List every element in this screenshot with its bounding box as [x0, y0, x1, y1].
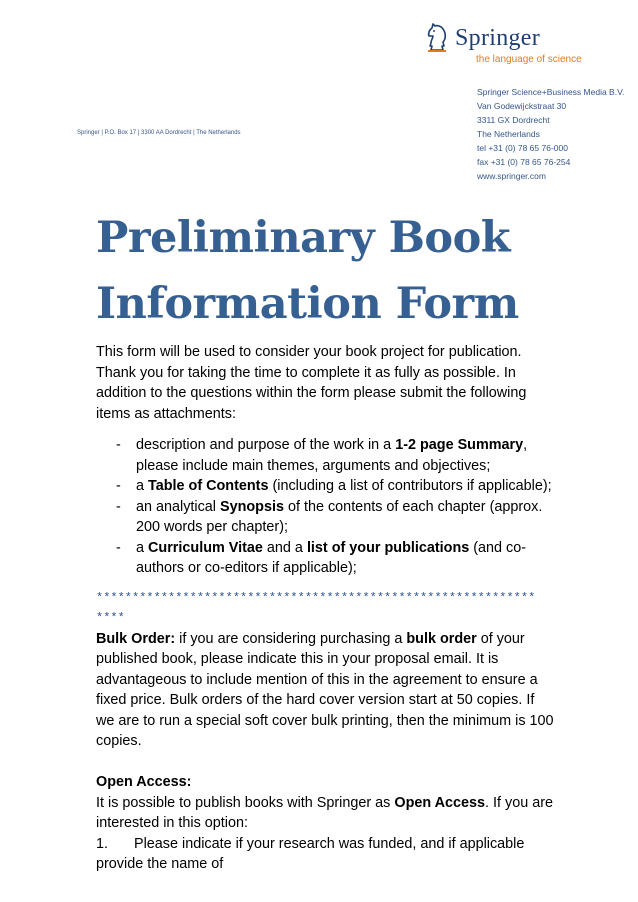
list-item-text: (and co-authors or co-editors if applicable);	[136, 539, 527, 576]
list-item-text: and a	[262, 539, 307, 556]
list-item-bold: Table of Contents	[148, 478, 269, 494]
logo-tagline: the language of science	[476, 54, 582, 65]
bulk-order-text: if you are considering purchasing a	[175, 630, 407, 647]
address-line: 3311 GX Dordrecht	[477, 115, 550, 125]
attachments-list	[96, 435, 556, 579]
list-item-text: (including a list of contributors if applicable);	[268, 478, 552, 494]
logo-name: Springer	[455, 25, 541, 51]
address-website: www.springer.com	[477, 171, 546, 181]
page-title	[96, 205, 519, 337]
open-access-heading: Open Access:	[96, 774, 192, 790]
open-access-text: It is possible to publish books with Springer as	[96, 794, 395, 811]
address-fax: fax +31 (0) 78 65 76-254	[477, 157, 571, 167]
open-access-bold: Open Access	[394, 794, 486, 811]
intro-paragraph: This form will be used to consider your book project for publication. Thank you for taking the time to complete it as fully as possible. In addition to the questions within the form please submit the following items as attachments:	[96, 344, 527, 422]
bulk-order-bold: bulk order	[406, 630, 477, 647]
list-item-bold: list of your publications	[306, 539, 470, 556]
sender-address-line: Springer | P.O. Box 17 | 3300 AA Dordrecht | The Netherlands	[77, 130, 241, 136]
list-item-text: of the contents of each chapter (approx. 200 words per chapter);	[136, 498, 543, 535]
list-dash: -	[116, 539, 121, 556]
address-line: Springer Science+Business Media B.V.	[477, 87, 625, 97]
chess-knight-icon	[425, 22, 449, 52]
address-line: The Netherlands	[477, 129, 540, 139]
numbered-item	[96, 834, 556, 875]
address-phone: tel +31 (0) 78 65 76-000	[477, 143, 568, 153]
item-number: 1.	[96, 835, 109, 852]
bulk-order-text: of your published book, please indicate this in your proposal email. It is advantageous to include mention of this in the agreement to ensure a fixed price. Bulk orders of the hard cover version start at 50 copies. If we are to run a special soft cover bulk printing, then the minimum is 100 copies.	[96, 630, 554, 749]
list-dash: -	[116, 498, 121, 515]
list-item-bold: Curriculum Vitae	[148, 539, 263, 556]
asterisk-separator: *****************************************************************	[96, 590, 536, 625]
list-item-bold: Synopsis	[220, 498, 284, 515]
list-item-text: a	[136, 478, 149, 494]
list-dash: -	[116, 478, 121, 494]
list-item-bold: 1-2 page Summary	[395, 437, 524, 453]
list-item-text: , please include main themes, arguments and objectives;	[136, 437, 528, 474]
title-line-2: Information Form	[96, 279, 519, 329]
list-item	[96, 497, 556, 538]
list-dash: -	[116, 437, 121, 453]
bulk-order-label: Bulk Order:	[96, 630, 176, 647]
list-item	[96, 538, 556, 579]
publisher-address	[477, 85, 624, 183]
address-line: Van Godewijckstraat 30	[477, 101, 567, 111]
list-item-text: description and purpose of the work in a	[136, 437, 396, 453]
list-item	[96, 435, 556, 476]
open-access-paragraph	[96, 793, 556, 834]
bulk-order-paragraph	[96, 629, 556, 752]
list-item-text: an analytical	[136, 498, 220, 515]
list-item-text: a	[136, 539, 149, 556]
title-line-1: Preliminary Book	[96, 213, 511, 263]
springer-logo	[425, 22, 595, 68]
form-body	[96, 342, 556, 875]
list-item	[96, 476, 556, 497]
item-text: Please indicate if your research was funded, and if applicable provide the name of	[96, 835, 525, 872]
open-access-text: . If you are interested in this option:	[96, 794, 554, 831]
